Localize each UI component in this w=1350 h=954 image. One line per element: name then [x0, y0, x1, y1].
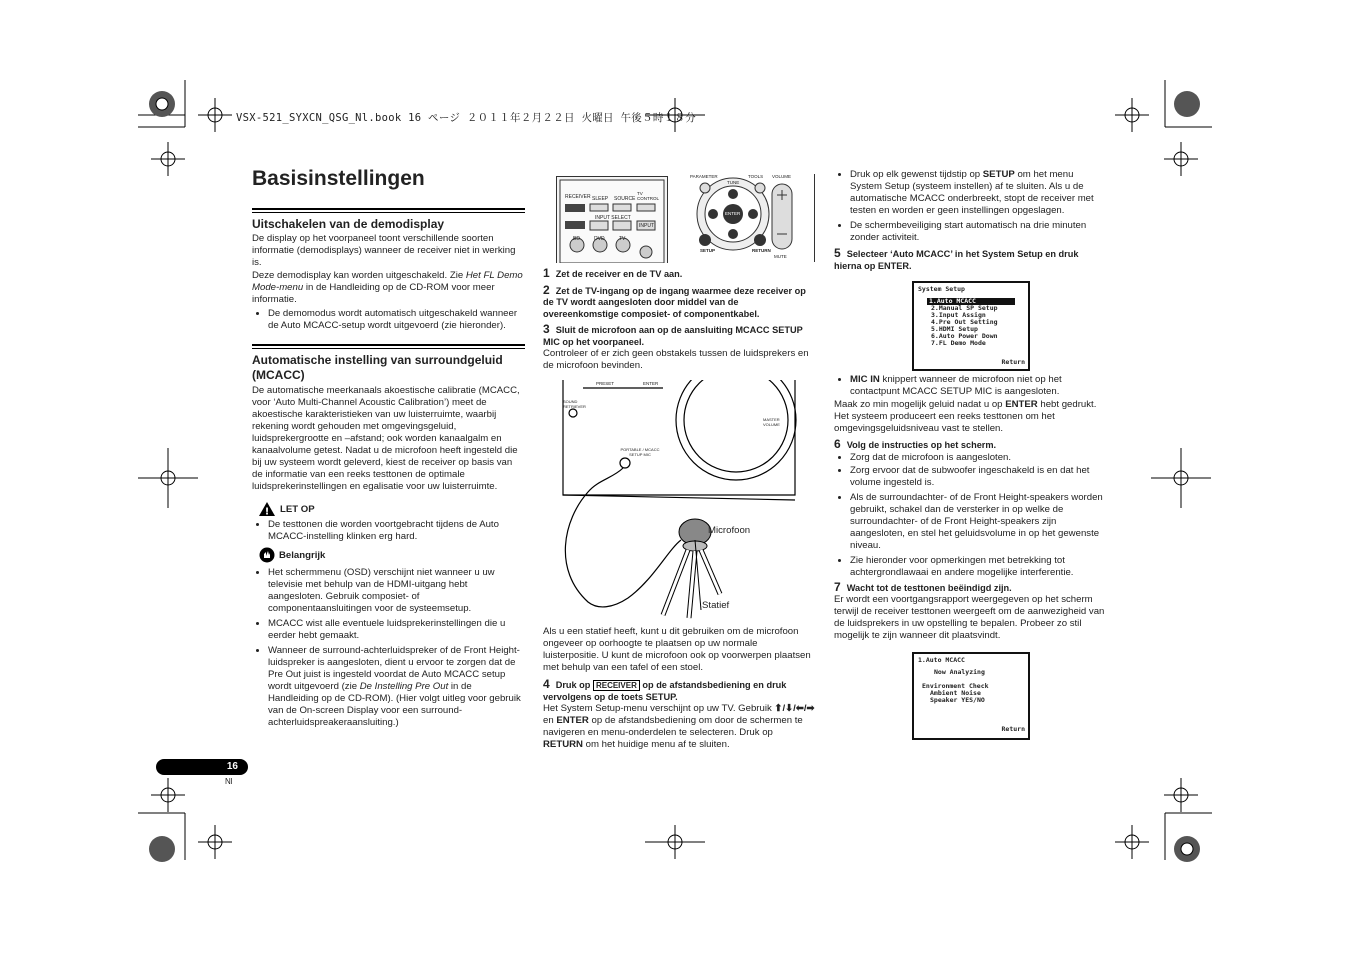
list-item: • De testtonen die worden voortgebracht tijdens de Auto MCACC-instelling klinken erg hard. — [268, 519, 525, 543]
step-number: 3 — [543, 322, 550, 336]
bullet-list — [252, 519, 525, 543]
file-header-line: VSX-521_SYXCN_QSG_Nl.book 16 ページ ２０１１年２月２２日 火曜日 午後５時１８分 — [236, 112, 697, 124]
reference-italic: De Instelling Pre Out — [359, 681, 449, 692]
step-number: 5 — [834, 246, 841, 260]
step-text: Druk op — [555, 680, 593, 690]
middle-column-step4 — [543, 626, 815, 751]
text: Druk op elk gewenst tijdstip op — [850, 169, 983, 180]
text: Wanneer de surround-achterluidspreker of de Front Height-luidspreker is aangesloten, dient u ervoor te zorgen dat de Pre Out juist is ingesteld voordat de Auto MCACC setup wordt uitgevoerd (zie — [268, 645, 520, 692]
bullet-list — [252, 308, 525, 332]
text: om het huidige menu af te sluiten. — [582, 739, 730, 750]
paragraph — [543, 703, 815, 751]
osd-status: Now Analyzing — [934, 668, 985, 676]
list-item: • Zorg ervoor dat de subwoofer ingeschakeld is en dat het volume ingesteld is. — [850, 465, 1106, 489]
list-item: • Als de surroundachter- of de Front Height-speakers worden gebruikt, schakel dan de versterker in op welke de surroundachter- of de Front Height-speakers zijn aangesloten, en stel het geluidsvolume in op het gewenste niveau. — [850, 492, 1106, 552]
stand-label: Statief — [702, 600, 730, 611]
microphone-label: Microfoon — [708, 525, 751, 536]
setup-key: SETUP — [982, 169, 1015, 180]
step-3 — [543, 324, 815, 348]
svg-text:!: ! — [264, 506, 270, 517]
osd-screen-auto-mcacc — [912, 652, 1030, 740]
arrow-keys: ⬆/⬇/⬅/➡ — [774, 703, 815, 714]
section-heading-mcacc: Automatische instelling van surroundgeluid (MCACC) — [252, 353, 503, 382]
paragraph — [252, 270, 525, 306]
osd-menu-item: 3.Input Assign — [931, 311, 986, 319]
step-number: 4 — [543, 677, 550, 691]
step-text: op de afstandsbediening en druk vervolgens op de toets SETUP. — [543, 680, 787, 702]
osd-return: Return — [1001, 358, 1025, 366]
paragraph: Er wordt een voortgangsrapport weergegeven op het scherm terwijl de receiver testtonen weergeeft om de aanwezigheid van de luidsprekers in uw opstelling te bepalen. Probeer zo stil mogelijk te zijn wanneer dit plaatsvindt. — [834, 594, 1105, 641]
step-number: 7 — [834, 579, 841, 594]
text: Het System Setup-menu verschijnt op uw TV. Gebruik — [543, 703, 775, 714]
osd-return: Return — [1001, 725, 1025, 733]
paragraph — [834, 399, 1106, 435]
list-item — [850, 374, 1106, 398]
right-column-middle — [834, 374, 1106, 642]
section-rule — [252, 344, 525, 346]
receiver-key: RECEIVER — [593, 680, 640, 691]
microphone-setup-illustration — [543, 380, 815, 620]
right-column-top — [834, 169, 1106, 272]
osd-menu-item: 7.FL Demo Mode — [931, 339, 986, 347]
bullet-list — [834, 452, 1106, 579]
list-item: • De demomodus wordt automatisch uitgeschakeld wanneer de Auto MCACC-setup wordt uitgevoerd (zie hieronder). — [268, 308, 525, 332]
remote-label-return: RETURN — [752, 248, 771, 253]
remote-label-parameter: PARAMETER — [690, 174, 718, 179]
step-text: Volg de instructies op het scherm. — [846, 440, 997, 450]
step-text: Wacht tot de testtonen beëindigd zijn. — [846, 582, 1012, 593]
osd-menu-item: 2.Manual SP Setup — [931, 304, 998, 312]
remote-label-receiver: RECEIVER — [565, 194, 591, 200]
osd-screen-system-setup — [912, 281, 1030, 371]
remote-control-illustration-navigation — [690, 174, 815, 262]
remote-label-enter: ENTER — [725, 211, 741, 216]
bullet-list — [252, 567, 525, 729]
step-1 — [543, 268, 815, 281]
osd-title: 1.Auto MCACC — [918, 656, 965, 664]
text: op de afstandsbediening om door de schermen te navigeren en menu-onderdelen te selecteren. Druk op — [543, 715, 803, 738]
remote-label-tools: TOOLS — [748, 174, 764, 179]
bullet-list — [834, 374, 1106, 398]
paragraph: De display op het voorpaneel toont verschillende soorten informatie (demodisplays) wanneer de receiver niet in werking is. — [252, 233, 516, 268]
section-heading-demodisplay: Uitschakelen van de demodisplay — [252, 217, 445, 231]
paragraph: Als u een statief heeft, kunt u dit gebruiken om de microfoon ongeveer op oorhoogte te plaatsen op uw normale luisterpositie. U kunt de microfoon ook op voorwerpen plaatsen met behulp van een tafel of een stoel. — [543, 626, 811, 673]
middle-column-steps — [543, 268, 815, 372]
text: Deze demodisplay kan worden uitgeschakeld. Zie — [252, 270, 466, 281]
page-number-badge: 16 — [156, 759, 248, 775]
mic-in-indicator: MIC IN — [850, 374, 880, 385]
step-text: Sluit de microfoon aan op de aansluiting MCACC SETUP MIC op het voorpaneel. — [543, 325, 803, 347]
paragraph: De automatische meerkanaals akoestische calibratie (MCACC, voor ‘Auto Multi-Channel Acoustic Calibration’) meet de akoestische karakteristieken van uw luisterruimte, waarbij rekening wordt gehouden met omgevingsgeluid, luidsprekergrootte en –afstand; ook worden kanaalgalm en kanaalvolume getest. Nadat u de microfoon heeft ingesteld die bij uw systeem wordt geleverd, kiest de receiver op basis van de informatie van een reeks testtonen de optimale luidsprekerinstellingen en egalisatie voor uw luisterruimte. — [252, 385, 520, 492]
list-item — [850, 169, 1106, 217]
list-item: • Zie hieronder voor opmerkingen met betrekking tot achtergrondlawaai en andere mogelijke interferentie. — [850, 555, 1106, 579]
step-number: 1 — [543, 266, 550, 280]
page-language: Nl — [225, 777, 233, 786]
remote-control-illustration-buttons — [556, 176, 668, 263]
reference-italic: Het FL Demo Mode-menu — [252, 270, 523, 293]
osd-line: Speaker YES/NO — [930, 696, 985, 704]
step-4 — [543, 679, 815, 703]
caution-header — [252, 501, 525, 517]
panel-label-preset: PRESET — [596, 381, 615, 386]
section-rule-thin — [252, 348, 525, 349]
text: om het menu System Setup (systeem instellen) af te sluiten. Als u de automatische MCACC onderbreekt, stopt de receiver met testen en worden er geen instellingen opgeslagen. — [850, 169, 1094, 216]
remote-label-volume: VOLUME — [772, 174, 792, 179]
step-text: Zet de TV-ingang op de ingang waarmee deze receiver op de TV wordt aangesloten door middel van de overeenkomstige composiet- of componentkabel. — [543, 285, 806, 319]
step-2 — [543, 282, 815, 321]
page-title: Basisinstellingen — [252, 167, 425, 190]
osd-menu-item: 5.HDMI Setup — [931, 325, 978, 333]
remote-label-input-select: INPUT SELECT — [595, 215, 631, 221]
panel-label-mic-jack: PORTABLE / MCACC SETUP MIC — [620, 447, 660, 457]
text: in de Handleiding op de CD-ROM). (Hier volgt uitleg voor gebruik van de On-screen Display voor een surround-achterluidspreakeraansluiting.) — [268, 681, 521, 728]
important-hand-icon — [259, 547, 275, 563]
osd-menu-item: 6.Auto Power Down — [931, 332, 998, 340]
remote-label-bd: BD — [573, 236, 580, 242]
list-item — [268, 645, 525, 729]
step-number: 2 — [543, 282, 550, 297]
important-label: Belangrijk — [279, 549, 326, 561]
osd-menu-item-selected: 1.Auto MCACC — [927, 298, 1015, 305]
important-header — [252, 547, 525, 563]
text: hebt gedrukt. Het systeem produceert een reeks testtonen om het omgevingsgeluidsniveau vast te stellen. — [834, 399, 1097, 434]
list-item: • De schermbeveiliging start automatisch na drie minuten zonder activiteit. — [850, 220, 1106, 244]
panel-label-sound-retriever: SOUND RETRIEVER — [563, 399, 586, 409]
return-key: RETURN — [543, 739, 583, 750]
section-rule — [252, 208, 525, 210]
panel-label-master-volume: MASTER VOLUME — [763, 417, 780, 427]
remote-label-sleep: SLEEP — [592, 196, 609, 202]
text: Maak zo min mogelijk geluid nadat u op — [834, 399, 1006, 410]
bullet-list — [834, 169, 1106, 244]
step-6 — [834, 439, 1106, 452]
osd-menu-item: 4.Pre Out Setting — [931, 318, 998, 326]
step-number: 6 — [834, 437, 841, 451]
remote-label-dvd: DVD — [594, 236, 605, 242]
step-7 — [834, 579, 1106, 595]
enter-key: ENTER — [1005, 399, 1038, 410]
caution-label: LET OP — [280, 503, 315, 515]
section-rule-thin — [252, 212, 525, 213]
step-5 — [834, 248, 1106, 272]
paragraph: Controleer of er zich geen obstakels tussen de luidsprekers en de microfoon bevinden. — [543, 348, 809, 371]
remote-label-input: INPUT — [639, 223, 654, 229]
remote-label-tv-control: TV CONTROL — [637, 191, 660, 201]
step-text: Selecteer ‘Auto MCACC’ in het System Setup en druk hierna op ENTER. — [834, 249, 1079, 271]
remote-label-mute: MUTE — [774, 254, 787, 259]
panel-label-enter: ENTER — [643, 381, 659, 386]
text: en — [543, 715, 557, 726]
osd-menu — [927, 298, 1015, 347]
osd-line: Environment Check — [922, 682, 989, 690]
osd-line: Ambient Noise — [930, 689, 981, 697]
text: in de Handleiding op de CD-ROM voor meer informatie. — [252, 282, 495, 305]
remote-label-source: SOURCE — [614, 196, 636, 202]
osd-title: System Setup — [918, 285, 965, 293]
remote-label-tv: TV — [619, 236, 626, 242]
left-column — [252, 208, 525, 732]
remote-label-tune: TUNE — [727, 180, 740, 185]
list-item: • MCACC wist alle eventuele luidsprekerinstellingen die u eerder hebt gemaakt. — [268, 618, 525, 642]
step-text: Zet de receiver en de TV aan. — [555, 269, 683, 279]
enter-key: ENTER — [556, 715, 589, 726]
warning-triangle-icon — [258, 501, 276, 517]
remote-label-setup: SETUP — [700, 248, 716, 253]
list-item: • Het schermmenu (OSD) verschijnt niet wanneer u uw televisie met behulp van de HDMI-uitgang hebt aangesloten. Gebruik composiet- of componentaansluitingen voor de systeemsetup. — [268, 567, 525, 615]
list-item: • Zorg dat de microfoon is aangesloten. — [850, 452, 1106, 464]
text: knippert wanneer de microfoon niet op het contactpunt MCACC SETUP MIC is aangesloten. — [850, 374, 1062, 397]
